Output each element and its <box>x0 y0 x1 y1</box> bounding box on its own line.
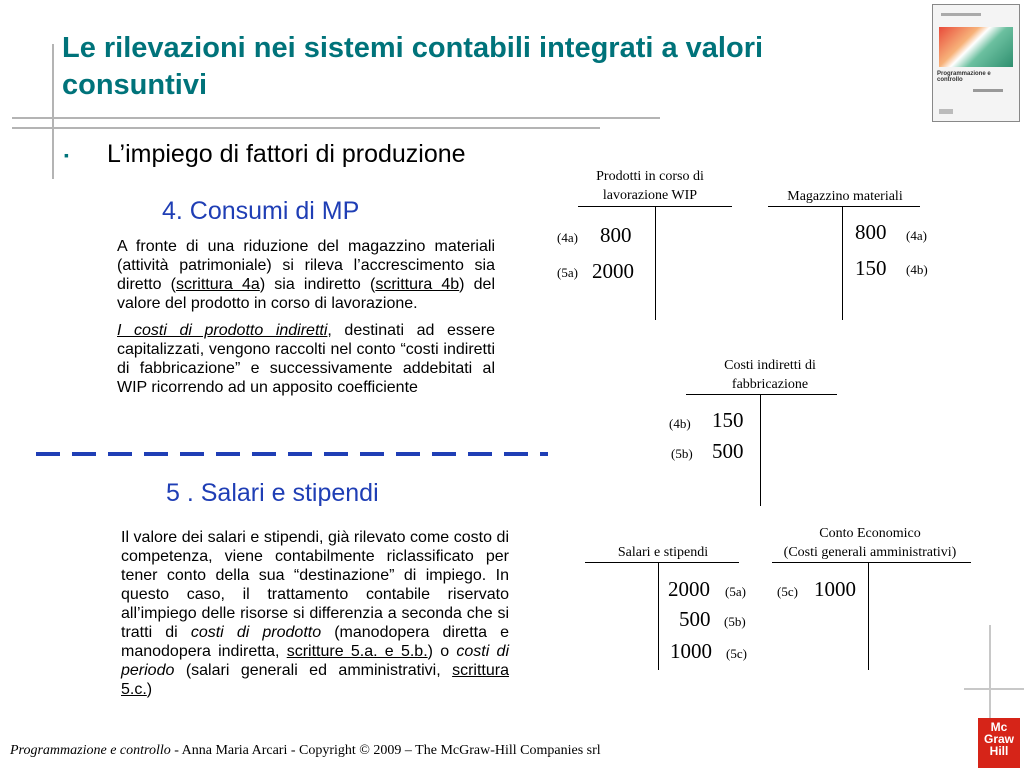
frame-vertical-line <box>52 44 54 179</box>
section-4-heading: 4. Consumi di MP <box>162 197 360 225</box>
decorative-line <box>964 688 1024 690</box>
cif-entry-tag: (5b) <box>671 446 693 461</box>
text-span: A fronte di una riduzione del magazzino materiali (attività patrimoniale) si rileva l’accrescimento sia diretto ( <box>117 238 495 293</box>
section-5-heading: 5 . Salari e stipendi <box>166 479 379 507</box>
ce-horizontal-rule <box>772 562 971 563</box>
ce-title-line2: (Costi generali amministrativi) <box>783 545 957 560</box>
salari-entry-tag: (5c) <box>726 646 747 661</box>
salari-entry-tag: (5a) <box>725 584 746 599</box>
link-scrittura-5c[interactable]: scrittura 5.c. <box>121 662 509 698</box>
text-span: Il valore dei salari e stipendi, già rilevato come costo di competenza, viene contabilmente riclassificato per tener conto della sua “destinazione” di impiego. In questo caso, il trattamento contabile riservato all’impiego delle risorse si differenzia a seconda che si tratti di <box>121 529 509 641</box>
text-span: ) del valore del prodotto in corso di lavorazione. <box>117 276 496 312</box>
bullet-text: L’impiego di fattori di produzione <box>107 140 466 168</box>
cif-horizontal-rule <box>686 394 837 395</box>
footer-copyright: - Anna Maria Arcari - Copyright © 2009 – The McGraw-Hill Companies srl <box>170 743 601 758</box>
cif-entry-tag: (4b) <box>669 416 691 431</box>
section-5-paragraph <box>121 528 509 699</box>
wip-entry-tag: (4a) <box>557 230 578 245</box>
cif-entry-value: 500 <box>712 439 744 463</box>
cif-entry-value: 150 <box>712 408 744 432</box>
wip-entry-tag: (5a) <box>557 265 578 280</box>
footer-book-title: Programmazione e controllo <box>10 743 171 758</box>
section-4-text <box>117 237 495 405</box>
cif-title-line1: Costi indiretti di <box>724 358 816 373</box>
text-span: , destinati ad essere capitalizzati, vengono raccolti nel conto “costi indiretti di fabbricazione” e successivamente addebitati al WIP ricorrendo ad un apposito coefficiente <box>117 322 495 396</box>
ce-entry-value: 1000 <box>814 577 856 601</box>
magazzino-horizontal-rule <box>768 206 920 207</box>
logo-line: Mc <box>990 720 1008 734</box>
salari-horizontal-rule <box>585 562 739 563</box>
salari-entry-value: 500 <box>679 607 711 631</box>
text-span: ) sia indiretto ( <box>259 276 376 293</box>
magazzino-title: Magazzino materiali <box>787 189 903 204</box>
link-scrittura-4b[interactable]: scrittura 4b <box>375 276 460 293</box>
text-span: (salari generali ed amministrativi, <box>174 662 453 679</box>
magazzino-entry-value: 150 <box>855 256 887 280</box>
frame-horizontal-line <box>12 117 660 119</box>
wip-title-line1: Prodotti in corso di <box>596 169 704 184</box>
emphasis-text: costi di prodotto <box>190 624 322 641</box>
salari-entry-value: 1000 <box>670 639 712 663</box>
magazzino-vertical-rule <box>842 206 843 320</box>
text-span: ) <box>146 681 153 698</box>
cif-vertical-rule <box>760 394 761 506</box>
salari-title: Salari e stipendi <box>617 545 709 560</box>
ce-title-line1: Conto Economico <box>819 526 921 541</box>
link-scrittura-4a[interactable]: scrittura 4a <box>175 276 260 293</box>
salari-vertical-rule <box>658 562 659 670</box>
logo-line: Hill <box>989 744 1009 758</box>
wip-vertical-rule <box>655 206 656 320</box>
ce-vertical-rule <box>868 562 869 670</box>
section-4-paragraph-1 <box>117 237 495 313</box>
emphasis-text: I costi di prodotto indiretti <box>117 322 328 339</box>
text-span: (manodopera diretta e manodopera indiretta, <box>121 624 509 660</box>
wip-entry-value: 2000 <box>592 259 634 283</box>
ce-entry-tag: (5c) <box>777 584 798 599</box>
text-span: ) o <box>427 643 457 660</box>
salari-entry-value: 2000 <box>668 577 710 601</box>
section-5-text <box>121 528 509 707</box>
magazzino-entry-tag: (4a) <box>906 228 927 243</box>
logo-line: Graw <box>983 732 1014 746</box>
magazzino-entry-value: 800 <box>855 220 887 244</box>
slide-title: Le rilevazioni nei sistemi contabili integrati a valori consuntivi <box>62 32 764 101</box>
book-cover-image <box>932 4 1020 122</box>
wip-entry-value: 800 <box>600 223 632 247</box>
bullet-icon: ▪ <box>64 147 69 163</box>
magazzino-entry-tag: (4b) <box>906 262 928 277</box>
book-title: Programmazione e controllo <box>937 71 991 83</box>
mcgraw-hill-logo <box>978 718 1020 768</box>
salari-entry-tag: (5b) <box>724 614 746 629</box>
frame-horizontal-line-2 <box>12 127 600 129</box>
emphasis-text: costi di periodo <box>121 643 509 679</box>
wip-title-line2: lavorazione WIP <box>602 188 698 203</box>
cif-title-line2: fabbricazione <box>731 377 809 392</box>
footer <box>10 743 601 759</box>
link-scritture-5ab[interactable]: scritture 5.a. e 5.b. <box>286 643 428 660</box>
dashed-separator <box>36 452 548 456</box>
section-4-paragraph-2 <box>117 321 495 397</box>
